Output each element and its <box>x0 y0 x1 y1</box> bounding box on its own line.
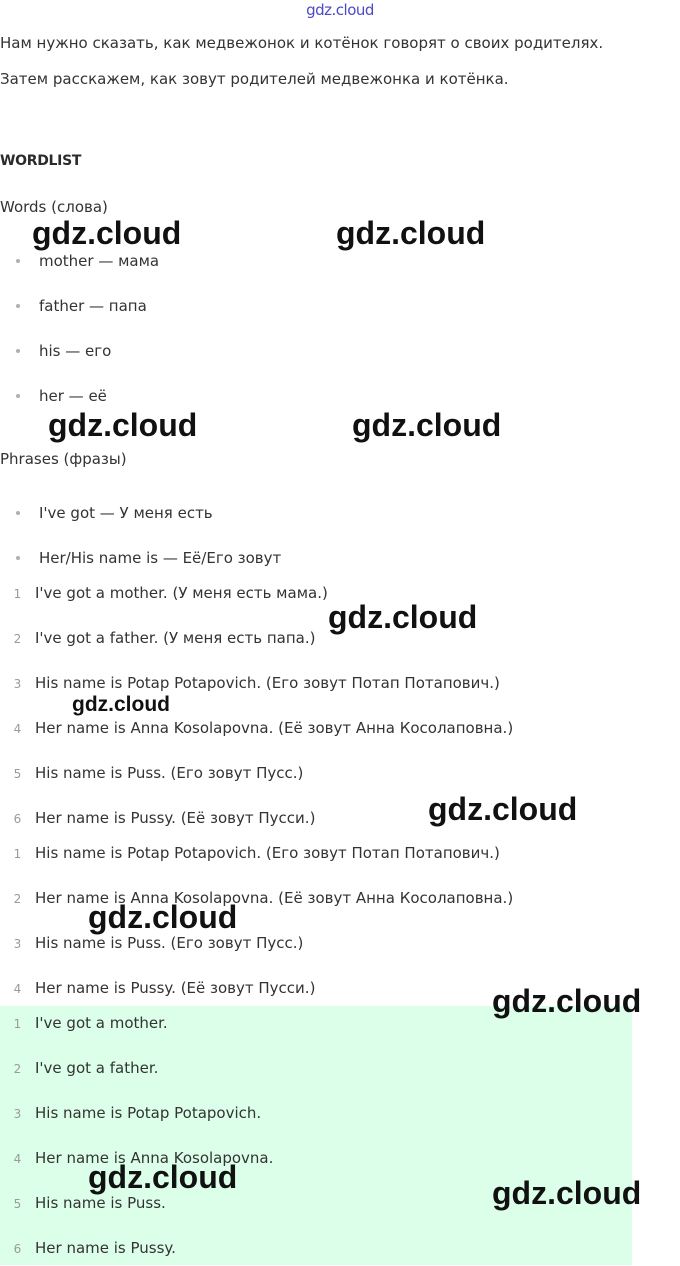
list2-item: 2 Her name is Anna Kosolapovna. (Её зовут Анна Косолаповна.) <box>13 889 514 907</box>
bullet-icon <box>16 349 20 353</box>
list1-item: 6 Her name is Pussy. (Её зовут Пусси.) <box>13 809 316 827</box>
bullet-icon <box>16 556 20 560</box>
word-item: father — папа <box>16 297 147 315</box>
list3-item: 3 His name is Potap Potapovich. <box>13 1104 262 1122</box>
list3-item: 1 I've got a mother. <box>13 1014 168 1032</box>
word-item: mother — мама <box>16 252 159 270</box>
word-item: his — его <box>16 342 111 360</box>
site-watermark-top: gdz.cloud <box>306 1 374 19</box>
bullet-icon <box>16 394 20 398</box>
list1-item: 4 Her name is Anna Kosolapovna. (Её зовут Анна Косолаповна.) <box>13 719 514 737</box>
watermark: gdz.cloud <box>72 693 170 716</box>
list2-item: 4 Her name is Pussy. (Её зовут Пусси.) <box>13 979 316 997</box>
phrase-item: Her/His name is — Её/Его зовут <box>16 549 281 567</box>
list2-item: 1 His name is Potap Potapovich. (Его зовут Потап Потапович.) <box>13 844 500 862</box>
watermark: gdz.cloud <box>88 899 238 935</box>
watermark: gdz.cloud <box>428 791 578 827</box>
list1-item: 3 His name is Potap Potapovich. (Его зовут Потап Потапович.) <box>13 674 500 692</box>
phrases-heading: Phrases (фразы) <box>0 450 127 468</box>
watermark: gdz.cloud <box>352 407 502 443</box>
watermark: gdz.cloud <box>336 215 486 251</box>
list1-item: 5 His name is Puss. (Его зовут Пусс.) <box>13 764 304 782</box>
watermark: gdz.cloud <box>492 983 642 1019</box>
words-heading: Words (слова) <box>0 198 108 216</box>
list3-item: 2 I've got a father. <box>13 1059 159 1077</box>
phrase-item: I've got — У меня есть <box>16 504 213 522</box>
list3-item: 4 Her name is Anna Kosolapovna. <box>13 1149 274 1167</box>
watermark: gdz.cloud <box>32 215 182 251</box>
list3-item: 6 Her name is Pussy. <box>13 1239 176 1257</box>
watermark: gdz.cloud <box>48 407 198 443</box>
list1-item: 1 I've got a mother. (У меня есть мама.) <box>13 584 328 602</box>
wordlist-heading: WORDLIST <box>0 153 82 169</box>
intro-line-1: Нам нужно сказать, как медвежонок и котёнок говорят о своих родителях. <box>0 34 604 52</box>
list2-item: 3 His name is Puss. (Его зовут Пусс.) <box>13 934 304 952</box>
intro-line-2: Затем расскажем, как зовут родителей медвежонка и котёнка. <box>0 70 509 88</box>
watermark: gdz.cloud <box>88 1159 238 1195</box>
answer-highlight-block <box>0 1006 632 1265</box>
bullet-icon <box>16 259 20 263</box>
list1-item: 2 I've got a father. (У меня есть папа.) <box>13 629 316 647</box>
list3-item: 5 His name is Puss. <box>13 1194 166 1212</box>
watermark: gdz.cloud <box>492 1175 642 1211</box>
bullet-icon <box>16 304 20 308</box>
word-item: her — её <box>16 387 107 405</box>
watermark: gdz.cloud <box>328 599 478 635</box>
bullet-icon <box>16 511 20 515</box>
